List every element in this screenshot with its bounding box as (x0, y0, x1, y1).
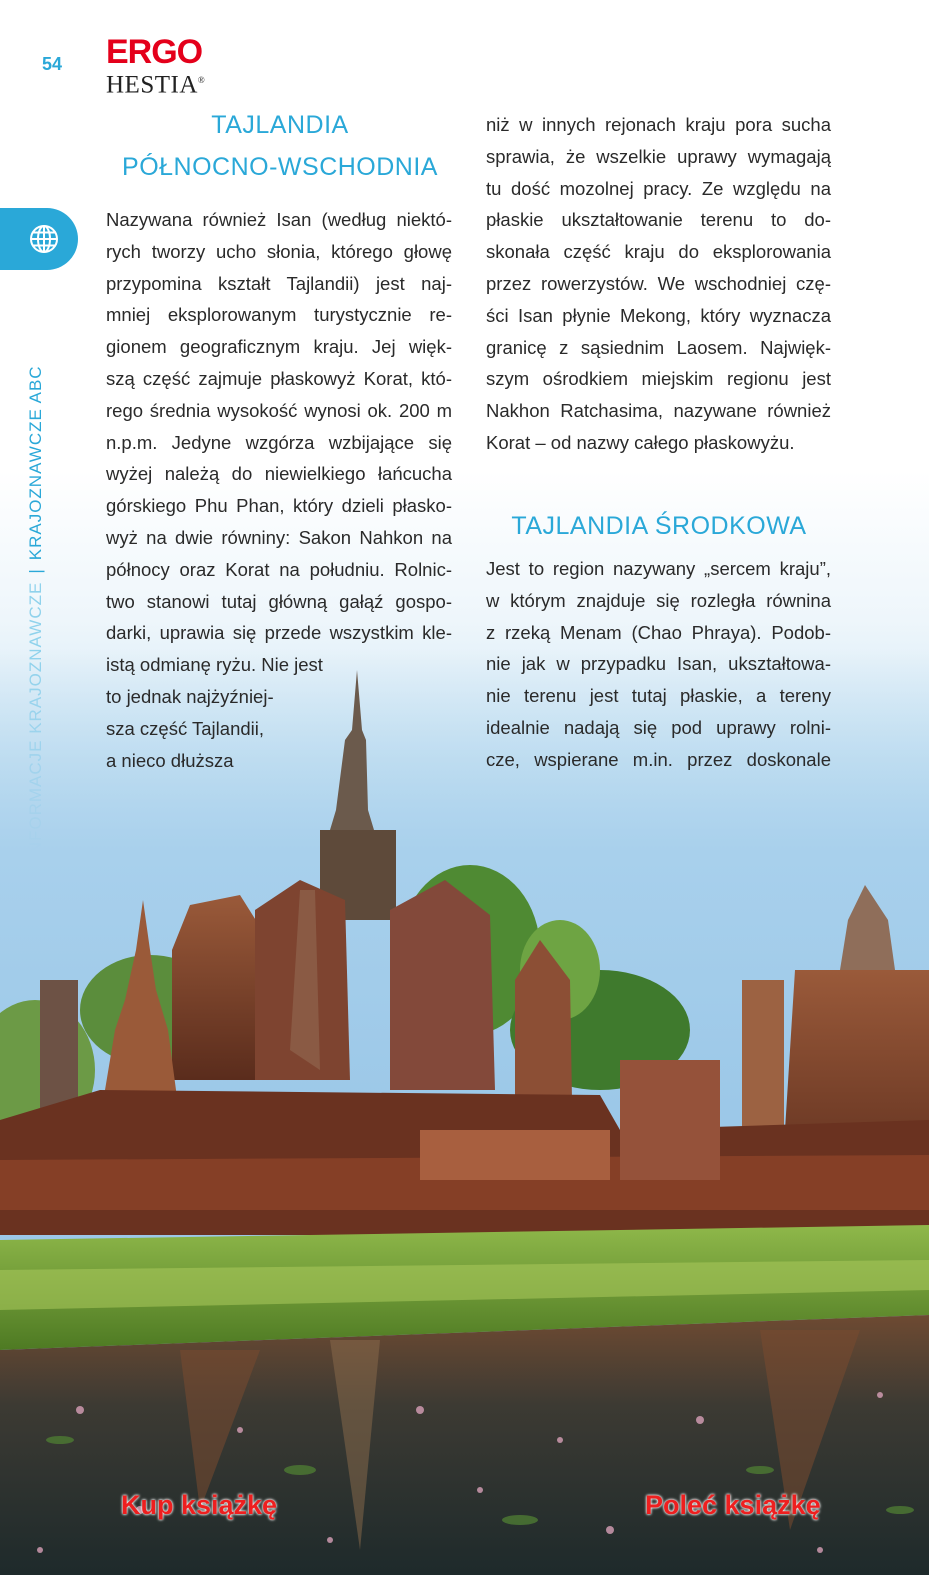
text-line: w którym znajduje się rozległa równina (486, 589, 831, 611)
text-line: szym ośrodkiem miejskim regionu jest (486, 368, 831, 390)
logo-hestia (106, 68, 205, 97)
logo-ergo: ERGO (106, 33, 203, 71)
text-line: sza część Tajlandii, (106, 717, 265, 739)
text-line: niż w innych rejonach kraju pora sucha (486, 114, 831, 135)
logo-hestia-text: HESTIA (106, 71, 198, 99)
side-label-part2: KRAJOZNAWCZE ABC (26, 365, 45, 561)
section-tab (0, 208, 78, 270)
text-line: gionem geograficznym kraju. Jej więk- (106, 336, 452, 358)
text-line: tu dość mozolnej pracy. Ze względu na (486, 177, 831, 199)
text-line: cze, wspierane m.in. przez doskonale (486, 748, 831, 770)
text-line: Nazywana również Isan (według niektó- (106, 209, 452, 230)
heading-line-2: PÓŁNOCNO-WSCHODNIA (122, 153, 438, 181)
text-line: z rzeką Menam (Chao Phraya). Podob- (486, 621, 831, 643)
text-line: to jednak najżyźniej- (106, 685, 274, 707)
registered-mark: ® (197, 75, 206, 85)
text-line: Jest to region nazywany „sercem kraju”, (486, 558, 831, 579)
text-line: przypomina kształt Tajlandii) jest naj- (106, 272, 452, 294)
text-line: północy oraz Korat na południu. Rolnic- (106, 558, 452, 580)
heading-line-1: TAJLANDIA (211, 111, 349, 139)
text-line: skonała część kraju do eksplorowania (486, 241, 831, 263)
column-left (106, 204, 452, 776)
text-line: przez rowerzystów. We wschodniej czę- (486, 272, 831, 294)
text-line: a nieco dłuższa (106, 749, 234, 771)
buy-book-link[interactable]: Kup książkę (121, 1490, 278, 1520)
recommend-book-link[interactable]: Poleć książkę (645, 1490, 821, 1520)
text-line: two stanowi tutaj główną gałąź gospo- (106, 590, 452, 612)
text-line: wyż na dwie równiny: Sakon Nahkon na (106, 526, 452, 548)
text-line: Korat – od nazwy całego płaskowyżu. (486, 431, 795, 453)
text-line: wyżej należą do niewielkiego łańcucha (106, 463, 452, 485)
text-line: nie terenu jest tutaj płaskie, a tereny (486, 685, 831, 707)
text-line: nie jak w przypadku Isan, ukształtowa- (486, 653, 831, 675)
text-line: n.p.m. Jedyne wzgórza wzbijające się (106, 431, 452, 453)
page-number: 54 (42, 54, 63, 74)
text-line: mniej eksplorowanym turystycznie re- (106, 304, 452, 326)
section-heading-central: TAJLANDIA ŚRODKOWA (511, 512, 807, 540)
globe-icon (28, 223, 60, 255)
text-line: górskiego Phu Phan, który dzieli płasko- (106, 495, 452, 517)
text-line: szą część zajmuje płaskowyż Korat, któ- (106, 367, 452, 389)
text-line: idealnie nadają się pod uprawy rolni- (486, 716, 831, 738)
text-line: granicę z sąsiednim Laosem. Najwięk- (486, 336, 831, 358)
ergo-hestia-logo (106, 33, 206, 99)
column-right-top (486, 109, 831, 459)
text-line: istą odmianę ryżu. Nie jest (106, 654, 323, 676)
text-line: sprawia, że wszelkie uprawy wymagają (486, 145, 831, 167)
text-line: rego średnia wysokość wynosi ok. 200 m (106, 399, 452, 421)
text-line: płaskie ukształtowanie terenu to do- (486, 209, 831, 231)
side-label-separator: | (26, 568, 45, 574)
text-line: Nakhon Ratchasima, nazywane również (486, 400, 831, 422)
text-line: darki, uprawia się przede wszystkim kle- (106, 622, 452, 644)
column-right-bottom (486, 553, 831, 776)
text-line: rych tworzy ucho słonia, którego głowę (106, 240, 452, 262)
temple-ruins-photo (0, 650, 929, 1575)
section-heading-northeast (106, 104, 454, 188)
text-line: ści Isan płynie Mekong, który wyznacza (486, 304, 831, 326)
